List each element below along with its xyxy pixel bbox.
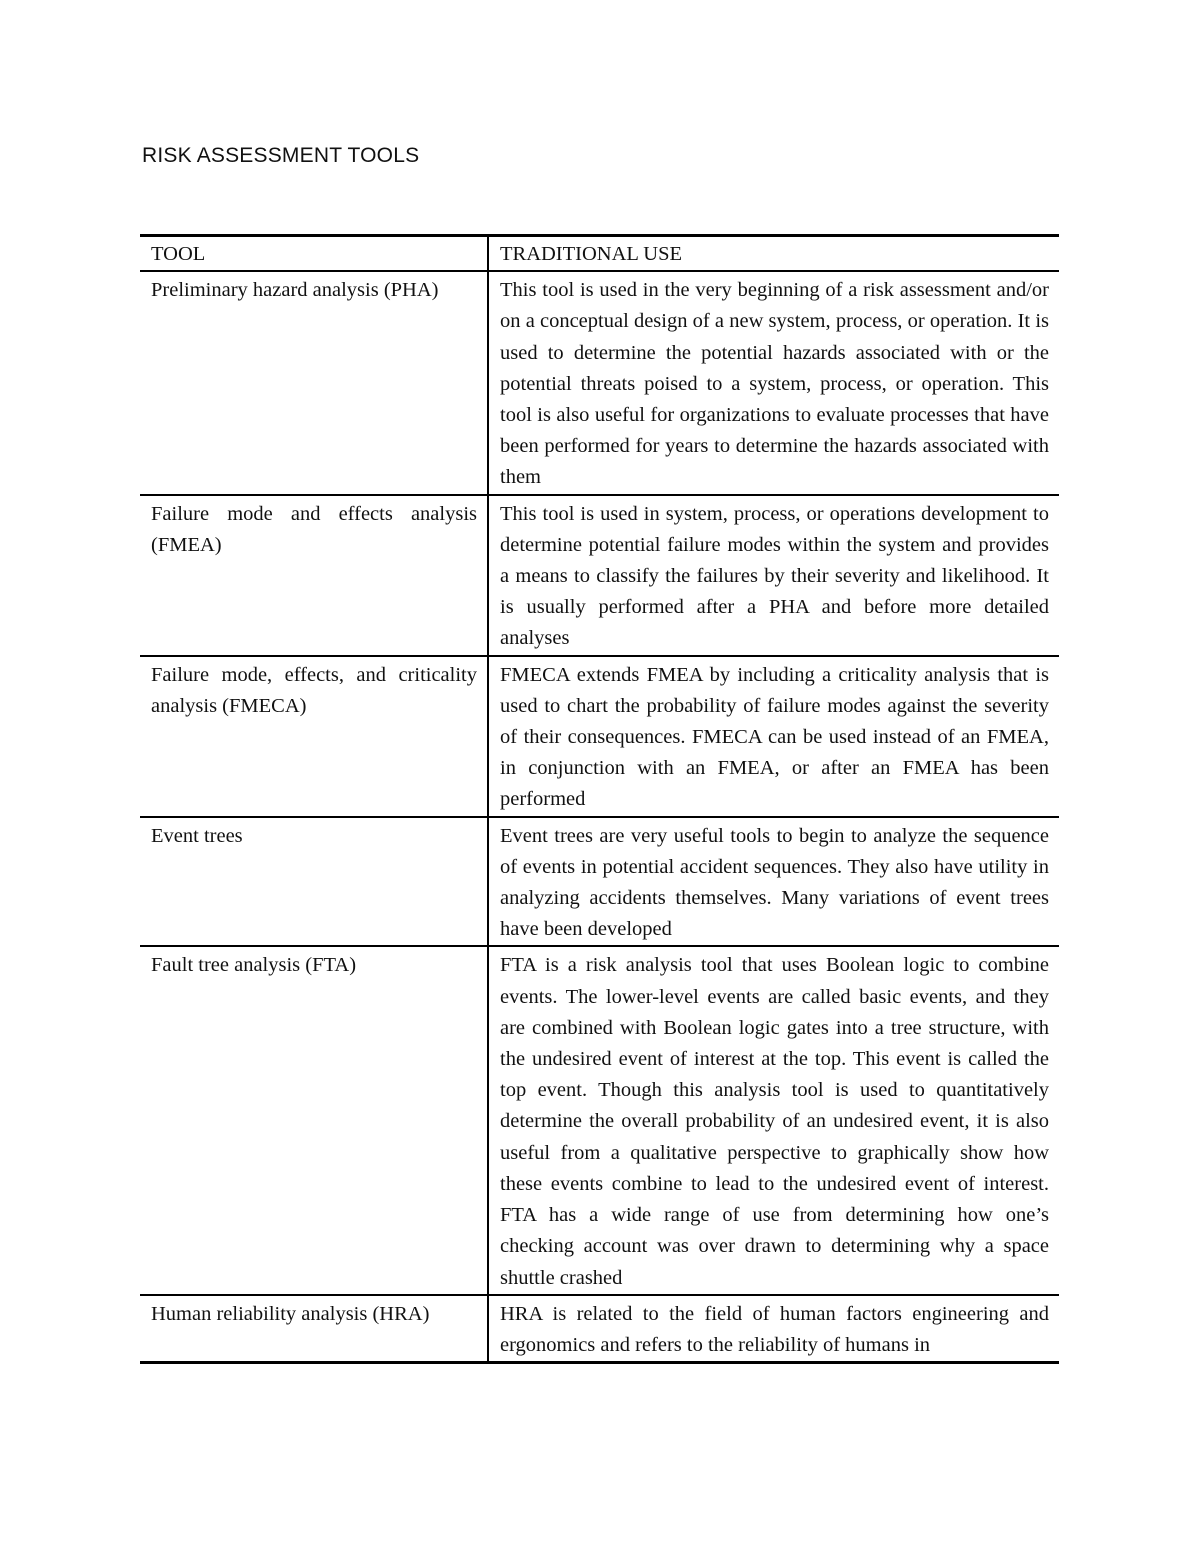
traditional-use-cell: FMECA extends FMEA by including a criticality analysis that is used to chart the probability of failure modes against the severity of their consequences. FMECA can be used instead of an FMEA, in conjunction with an FMEA, or after an FMEA has been performed xyxy=(488,656,1059,817)
traditional-use-cell: Event trees are very useful tools to begin to analyze the sequence of events in potential accident sequences. They also have utility in analyzing accidents themselves. Many variations of event trees have been developed xyxy=(488,817,1059,947)
table-row xyxy=(140,817,1059,947)
table-row xyxy=(140,1295,1059,1363)
traditional-use-cell: This tool is used in system, process, or operations development to determine potential failure modes within the system and provides a means to classify the failures by their severity and likelihood. It is usually performed after a PHA and before more detailed analyses xyxy=(488,495,1059,656)
table-row xyxy=(140,946,1059,1294)
table-header-row xyxy=(140,236,1059,272)
traditional-use-cell: This tool is used in the very beginning of a risk assessment and/or on a conceptual design of a new system, process, or operation. It is used to determine the potential hazards associated with or the potential threats poised to a system, process, or operation. This tool is also useful for organizations to evaluate processes that have been performed for years to determine the hazards associated with them xyxy=(488,271,1059,494)
tool-name-cell: Failure mode, effects, and criticality analysis (FMECA) xyxy=(140,656,488,817)
tool-name-cell: Failure mode and effects analysis (FMEA) xyxy=(140,495,488,656)
table-row xyxy=(140,271,1059,494)
risk-tools-table xyxy=(140,234,1059,1364)
table-row xyxy=(140,656,1059,817)
traditional-use-cell: HRA is related to the field of human factors engineering and ergonomics and refers to the reliability of humans in xyxy=(488,1295,1059,1363)
traditional-use-cell: FTA is a risk analysis tool that uses Boolean logic to combine events. The lower-level events are called basic events, and they are combined with Boolean logic gates into a tree structure, with the undesired event of interest at the top. This event is called the top event. Though this analysis tool is used to quantitatively determine the overall probability of an undesired event, it is also useful from a qualitative perspective to graphically show how these events combine to lead to the undesired event of interest. FTA has a wide range of use from determining how one’s checking account was over drawn to determining why a space shuttle crashed xyxy=(488,946,1059,1294)
column-header-tool: TOOL xyxy=(140,236,488,272)
page-title: RISK ASSESSMENT TOOLS xyxy=(142,144,420,167)
table-header xyxy=(140,236,1059,272)
tool-name-cell: Event trees xyxy=(140,817,488,947)
table-body xyxy=(140,271,1059,1362)
column-header-traditional-use: TRADITIONAL USE xyxy=(488,236,1059,272)
tool-name-cell: Fault tree analysis (FTA) xyxy=(140,946,488,1294)
tool-name-cell: Human reliability analysis (HRA) xyxy=(140,1295,488,1363)
tool-name-cell: Preliminary hazard analysis (PHA) xyxy=(140,271,488,494)
table-row xyxy=(140,495,1059,656)
